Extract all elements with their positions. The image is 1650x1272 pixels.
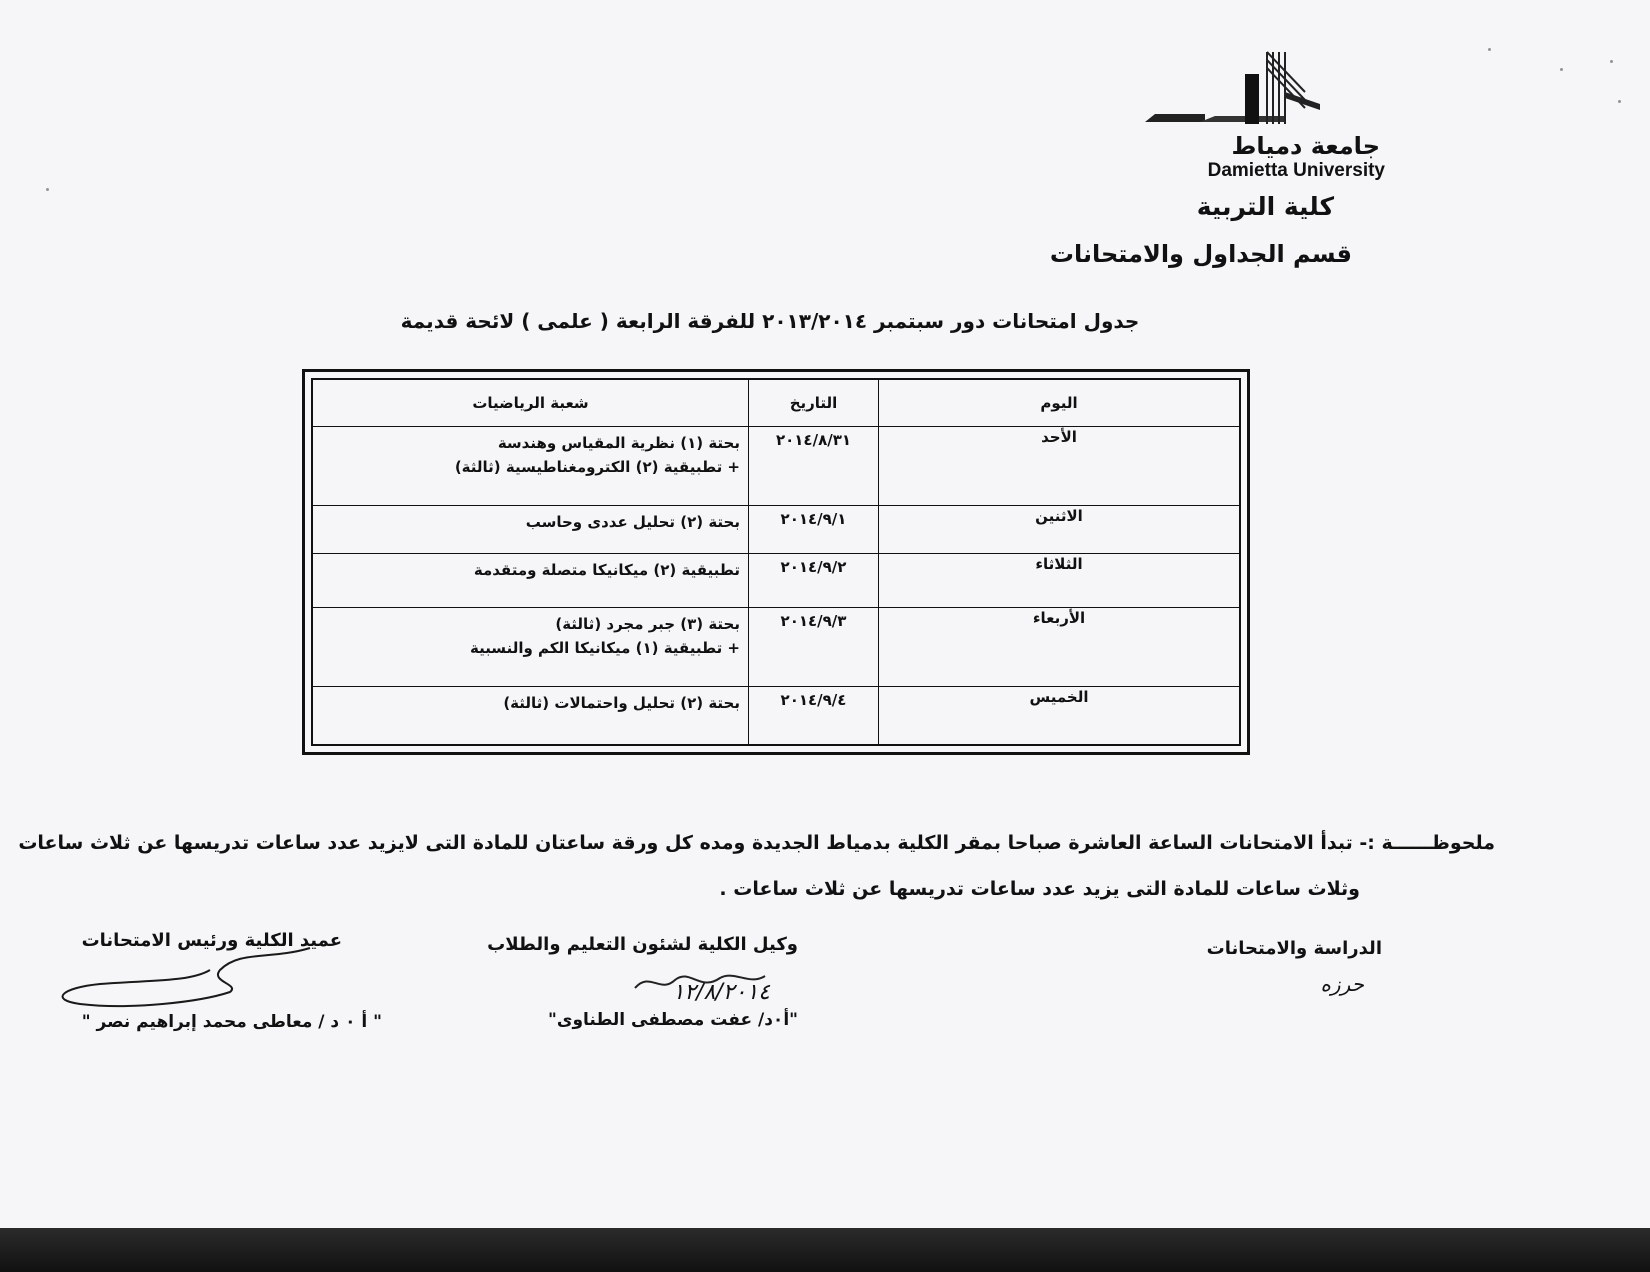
cell-day: الاثنين (879, 505, 1240, 553)
scan-speck (1488, 48, 1491, 51)
cell-day: الخميس (879, 686, 1240, 744)
header-date: التاريخ (749, 380, 879, 427)
exam-schedule-frame (302, 369, 1250, 755)
table-row (313, 686, 1240, 744)
cell-subject (313, 608, 749, 686)
subject-line: تطبيقية (٢) ميكانيكا متصلة ومتقدمة (473, 560, 740, 579)
vice-dean-handwritten-date: ١٢/٨/٢٠١٤ (672, 980, 770, 1005)
cell-subject (313, 686, 749, 744)
dean-signature-icon (40, 940, 320, 1010)
cell-date: ٢٠١٤/٩/٤ (749, 686, 879, 744)
subject-line: بحتة (١) نظرية المقياس وهندسة (497, 434, 740, 453)
header-day: اليوم (879, 380, 1240, 427)
subject-line: بحتة (٢) تحليل واحتمالات (ثالثة) (503, 693, 740, 712)
cell-date: ٢٠١٤/٩/١ (749, 505, 879, 553)
cell-day: الأربعاء (879, 608, 1240, 686)
dean-name: " أ ٠ د / معاطى محمد إبراهيم نصر " (81, 1012, 382, 1032)
exam-schedule-table (312, 379, 1240, 745)
scan-speck (1560, 68, 1563, 71)
cell-date: ٢٠١٤/٩/٢ (749, 553, 879, 607)
dean-title: عميد الكلية ورئيس الامتحانات (81, 930, 342, 951)
scan-speck (46, 188, 49, 191)
logo-arabic-name: جامعة دمياط (1231, 132, 1380, 160)
department-name: قسم الجداول والامتحانات (1049, 240, 1352, 268)
table-row (313, 505, 1240, 553)
logo-mark-icon (1145, 44, 1385, 144)
exam-note (18, 820, 1495, 912)
note-line-1: ملحوظــــــة :- تبدأ الامتحانات الساعة العاشرة صباحا بمقر الكلية بدمياط الجديدة ومده كل ورقة ساعتان للمادة التى لايزيد عدد ساعات تدريسها عن ثلاث ساعات (18, 832, 1495, 854)
vice-dean-signature-icon (630, 966, 770, 996)
logo-english-name: Damietta University (1207, 160, 1385, 181)
cell-subject (313, 553, 749, 607)
table-row (313, 427, 1240, 505)
table-row (313, 608, 1240, 686)
vice-dean-title: وكيل الكلية لشئون التعليم والطلاب (487, 934, 798, 955)
table-header-row (313, 380, 1240, 427)
scan-speck (1610, 60, 1613, 63)
scan-speck (1618, 100, 1621, 103)
vice-dean-name: "أ٠د/ عفت مصطفى الطناوى" (548, 1010, 798, 1030)
subject-line: + تطبيقية (١) ميكانيكا الكم والنسبية (469, 639, 740, 658)
subject-line: بحتة (٢) تحليل عددى وحاسب (525, 512, 740, 531)
university-logo (1145, 44, 1385, 194)
cell-date: ٢٠١٤/٨/٣١ (749, 427, 879, 505)
table-row (313, 553, 1240, 607)
exam-schedule-inner-frame (311, 378, 1241, 746)
document-title: جدول امتحانات دور سبتمبر ٢٠١٣/٢٠١٤ للفرقة الرابعة ( علمى ) لائحة قديمة (400, 309, 1140, 333)
cell-day: الثلاثاء (879, 553, 1240, 607)
cell-date: ٢٠١٤/٩/٣ (749, 608, 879, 686)
note-line-2: وثلاث ساعات للمادة التى يزيد عدد ساعات تدريسها عن ثلاث ساعات . (719, 878, 1360, 900)
cell-day: الأحد (879, 427, 1240, 505)
studies-scribble: حرزه (1320, 972, 1364, 996)
subject-line: بحتة (٣) جبر مجرد (ثالثة) (555, 615, 740, 634)
studies-exams-signatory: الدراسة والامتحانات (1206, 938, 1382, 959)
cell-subject (313, 427, 749, 505)
cell-subject (313, 505, 749, 553)
faculty-name: كلية التربية (1196, 192, 1334, 221)
header-subject: شعبة الرياضيات (313, 380, 749, 427)
scan-bottom-edge (0, 1228, 1650, 1272)
subject-line: + تطبيقية (٢) الكترومغناطيسية (ثالثة) (454, 458, 740, 477)
